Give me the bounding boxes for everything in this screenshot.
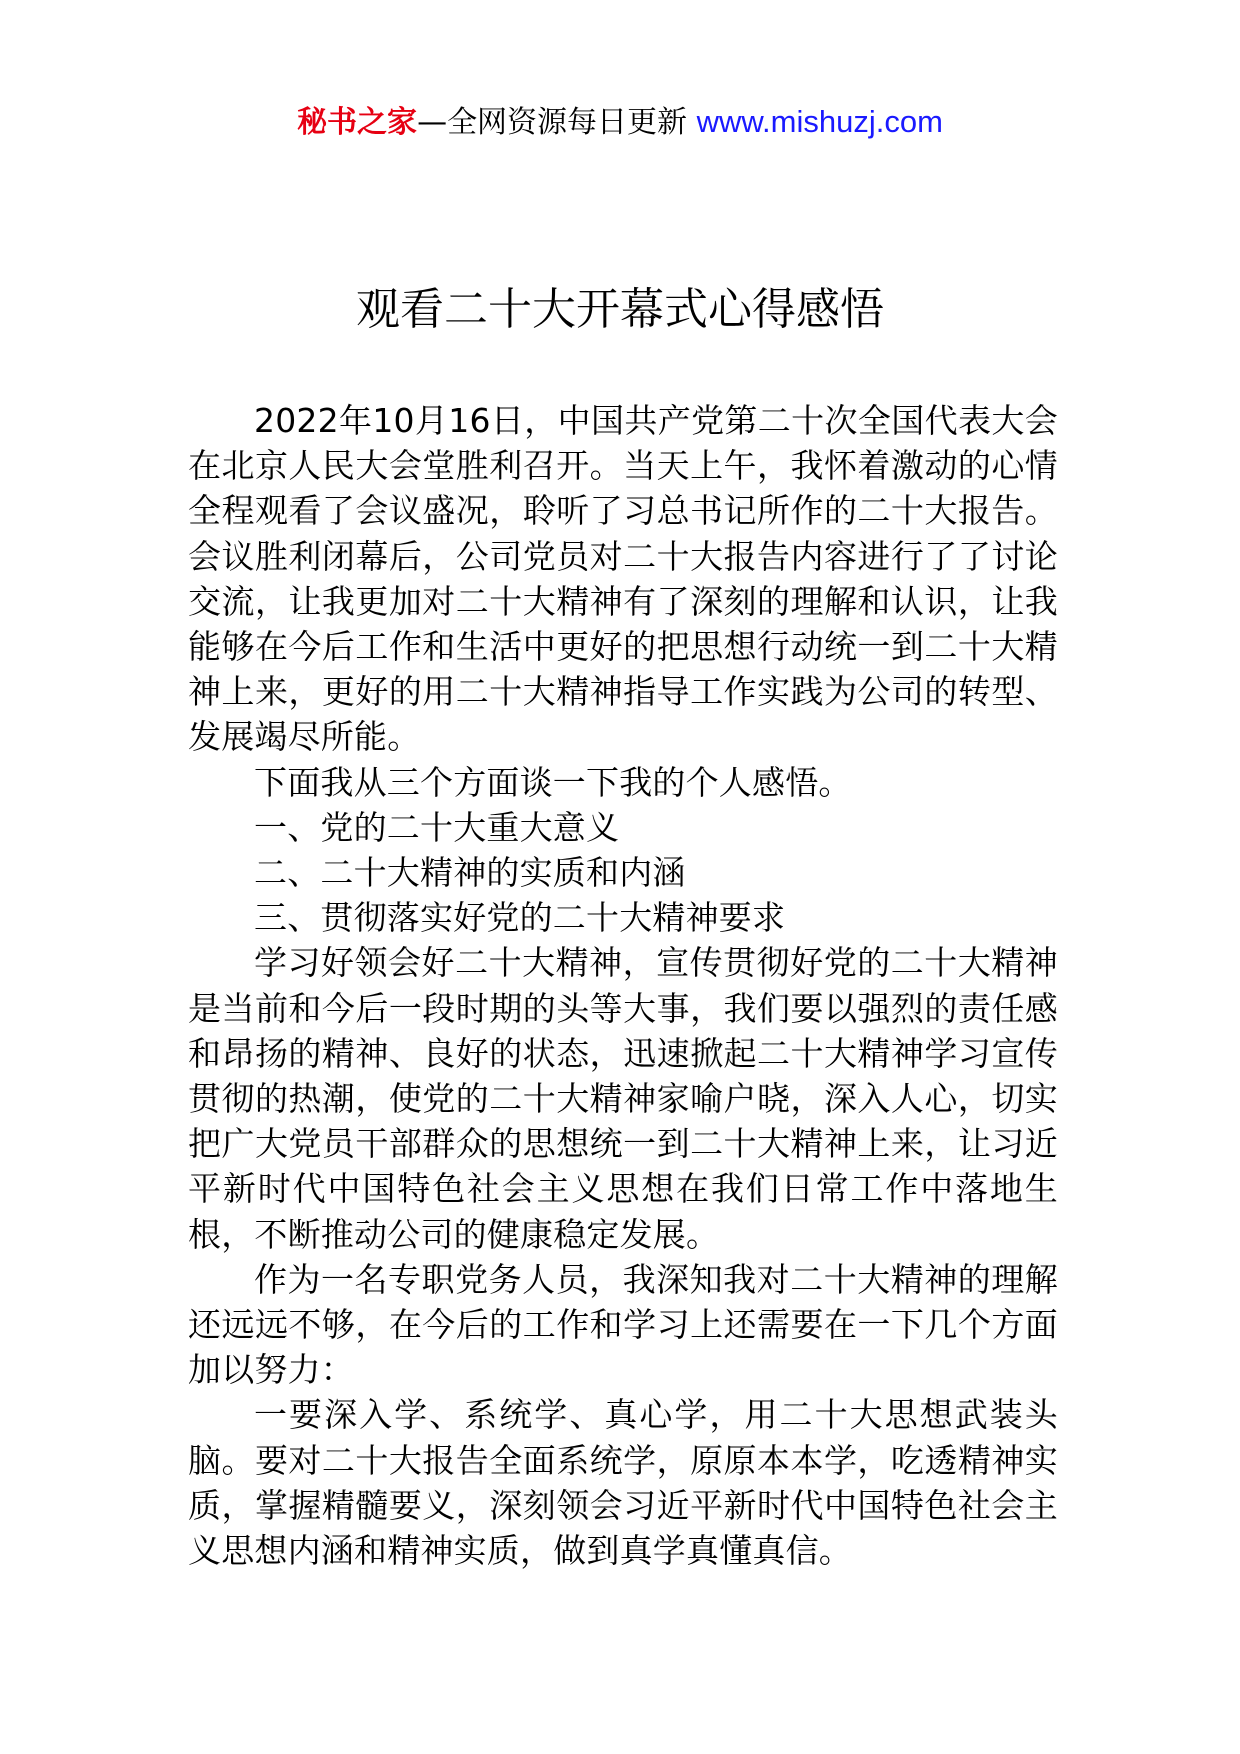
section-heading-2: 二、二十大精神的实质和内涵: [254, 853, 686, 893]
paragraph-point-one: 一要深入学、系统学、真心学，用二十大思想武装头脑。要对二十大报告全面系统学，原原本本学，吃透精神实质，掌握精髓要义，深刻领会习近平新时代中国特色社会主义思想内涵和精神实质，做到真学真懂真信。: [188, 1395, 1058, 1571]
section-heading-1: 一、党的二十大重大意义: [254, 807, 620, 847]
paragraph-overview: 下面我从三个方面谈一下我的个人感悟。: [254, 762, 852, 802]
paragraph-intro: 2022年10月16日，中国共产党第二十次全国代表大会在北京人民大会堂胜利召开。当天上午，我怀着激动的心情全程观看了会议盛况，聆听了习总书记所作的二十大报告。会议胜利闭幕后，公司党员对二十大报告内容进行了了讨论交流，让我更加对二十大精神有了深刻的理解和认识，让我能够在今后工作和生活中更好的把思想行动统一到二十大精神上来，更好的用二十大精神指导工作实践为公司的转型、发展竭尽所能。: [188, 401, 1058, 757]
header-tagline: —全网资源每日更新: [417, 105, 697, 140]
paragraph-study: 学习好领会好二十大精神，宣传贯彻好党的二十大精神是当前和今后一段时期的头等大事，我们要以强烈的责任感和昂扬的精神、良好的状态，迅速掀起二十大精神学习宣传贯彻的热潮，使党的二十大精神家喻户晓，深入人心，切实把广大党员干部群众的思想统一到二十大精神上来，让习近平新时代中国特色社会主义思想在我们日常工作中落地生根，不断推动公司的健康稳定发展。: [188, 943, 1058, 1254]
paragraph-commitment: 作为一名专职党务人员，我深知我对二十大精神的理解还远远不够，在今后的工作和学习上还需要在一下几个方面加以努力：: [188, 1259, 1058, 1390]
brand-name: 秘书之家: [297, 105, 418, 140]
site-url-link[interactable]: www.mishuzj.com: [696, 104, 943, 139]
site-header: [0, 100, 1240, 145]
document-body: [188, 398, 1058, 1573]
document-title: 观看二十大开幕式心得感悟: [356, 284, 884, 335]
section-heading-3: 三、贯彻落实好党的二十大精神要求: [254, 898, 786, 938]
